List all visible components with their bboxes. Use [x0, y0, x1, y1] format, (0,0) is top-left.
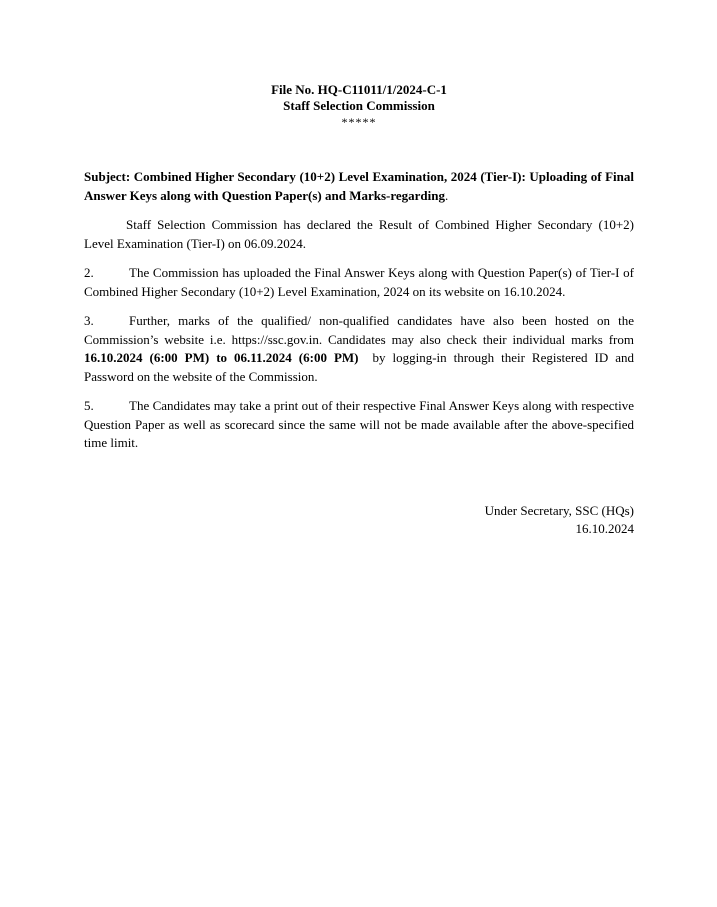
subject-period: .: [445, 187, 449, 203]
paragraph-3-text-a: Further, marks of the qualified/ non-qualified candidates have also been hosted on the Commission’s website i.e. https://ssc.gov.in. Candidates may also check their individual marks from: [84, 313, 634, 347]
paragraph-3-text-b: by logging-in through their Registered ID and Password on the website of the Commission.: [84, 350, 638, 384]
signatory-designation: Under Secretary, SSC (HQs): [484, 502, 634, 518]
paragraph-5-text: The Candidates may take a print out of their respective Final Answer Keys along with respective Question Paper as well as scorecard since the same will not be made available after the above-specified time limit.: [84, 398, 634, 450]
signature-date: 16.10.2024: [575, 521, 634, 536]
separator-stars: *****: [341, 115, 377, 129]
signature-block: [84, 502, 634, 539]
paragraph-5: [84, 397, 634, 453]
notice-header: [84, 82, 634, 130]
paragraph-3: [84, 312, 638, 386]
paragraph-3-number: 3.: [84, 313, 94, 328]
subject-text: Subject: Combined Higher Secondary (10+2) Level Examination, 2024 (Tier-I): Uploading of Final Answer Keys along with Question Paper(s) and Marks-regarding: [84, 169, 634, 203]
paragraph-2-text: The Commission has uploaded the Final Answer Keys along with Question Paper(s) of Tier-I of Combined Higher Secondary (10+2) Level Examination, 2024 on its website on 16.10.2024.: [84, 265, 634, 299]
paragraph-2-number: 2.: [84, 265, 94, 280]
organization-name: Staff Selection Commission: [283, 98, 435, 113]
paragraph-5-number: 5.: [84, 398, 94, 413]
paragraph-1: Staff Selection Commission has declared the Result of Combined Higher Secondary (10+2) Level Examination (Tier-I) on 06.09.2024.: [84, 217, 634, 251]
paragraph-2: [84, 264, 634, 301]
file-number: File No. HQ-C11011/1/2024-C-1: [271, 82, 447, 97]
subject-line: [84, 168, 634, 205]
marks-window-dates: 16.10.2024 (6:00 PM) to 06.11.2024 (6:00 PM): [84, 350, 359, 365]
